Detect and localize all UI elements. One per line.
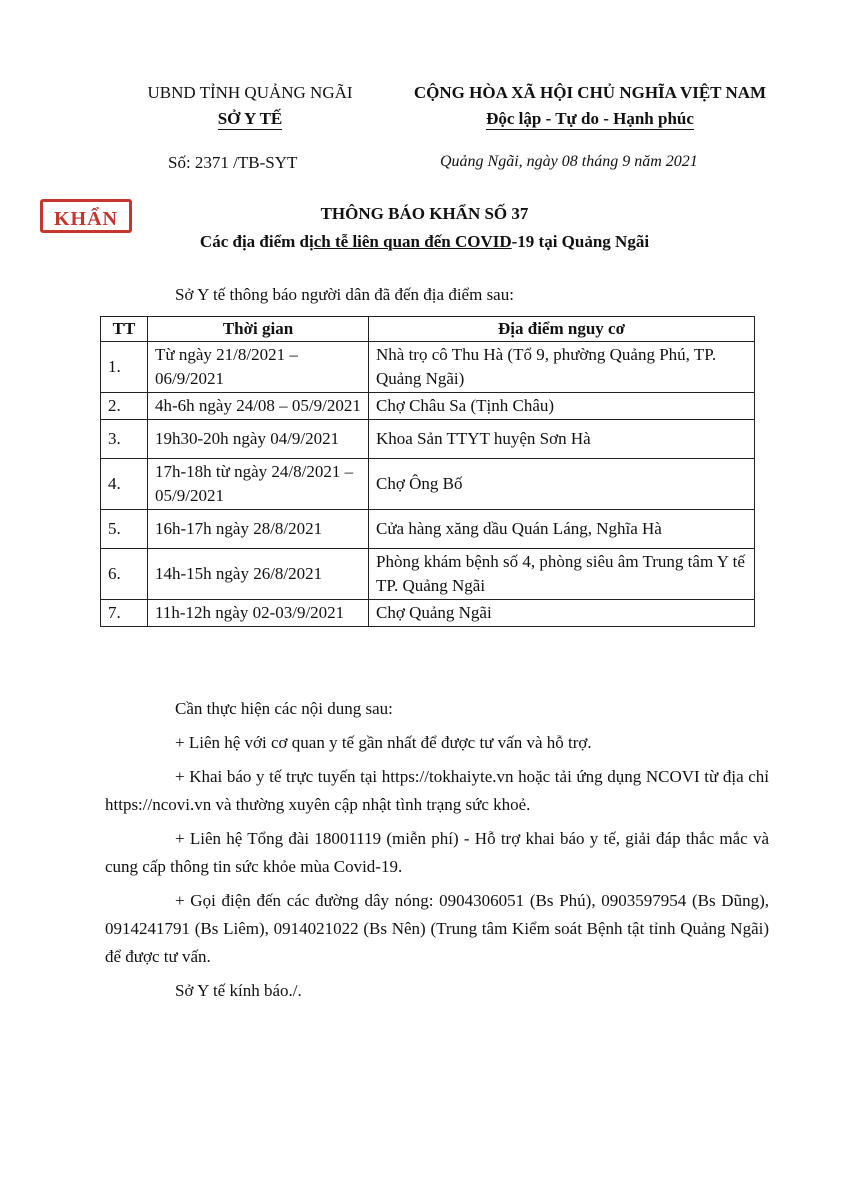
- action-item-3: + Liên hệ Tổng đài 18001119 (miễn phí) - Hỗ trợ khai báo y tế, giải đáp thắc mắc và cung cấp thông tin sức khỏe mùa Covid-19.: [105, 829, 769, 876]
- row-time: 11h-12h ngày 02-03/9/2021: [148, 600, 369, 627]
- row-time: 16h-17h ngày 28/8/2021: [148, 510, 369, 549]
- table-row: [101, 420, 755, 459]
- row-number: 5.: [101, 510, 148, 549]
- table-row: [101, 459, 755, 510]
- table-row: [101, 549, 755, 600]
- national-header: [385, 80, 795, 132]
- row-number: 6.: [101, 549, 148, 600]
- row-place: Chợ Quảng Ngãi: [369, 600, 755, 627]
- org-parent: UBND TỈNH QUẢNG NGÃI: [147, 83, 353, 102]
- subtitle-part-2: ch tễ liên quan đến COVID: [313, 232, 512, 251]
- intro-text: Sở Y tế thông báo người dân đã đến địa điểm sau:: [175, 285, 514, 304]
- document-number: Số: 2371 /TB-SYT: [168, 153, 298, 172]
- row-place: Khoa Sản TTYT huyện Sơn Hà: [369, 420, 755, 459]
- place-date: Quảng Ngãi, ngày 08 tháng 9 năm 2021: [440, 153, 698, 170]
- row-place: Nhà trọ cô Thu Hà (Tổ 9, phường Quảng Phú, TP. Quảng Ngãi): [369, 342, 755, 393]
- actions-section: [105, 695, 769, 1005]
- row-time: Từ ngày 21/8/2021 – 06/9/2021: [148, 342, 369, 393]
- country-name: CỘNG HÒA XÃ HỘI CHỦ NGHĨA VIỆT NAM: [413, 83, 767, 102]
- header-tt: TT: [101, 317, 148, 342]
- table-row: [101, 600, 755, 627]
- row-time: 14h-15h ngày 26/8/2021: [148, 549, 369, 600]
- row-number: 3.: [101, 420, 148, 459]
- issuing-authority: [120, 80, 380, 132]
- closing-line: Sở Y tế kính báo./.: [175, 981, 302, 1000]
- row-number: 2.: [101, 393, 148, 420]
- row-time: 17h-18h từ ngày 24/8/2021 – 05/9/2021: [148, 459, 369, 510]
- subtitle-part-3: -19 tại Quảng Ngãi: [511, 232, 650, 251]
- urgent-stamp: KHẨN: [40, 199, 132, 233]
- header-place: Địa điểm nguy cơ: [369, 317, 755, 342]
- subtitle-part-1: Các địa điểm dị: [199, 232, 314, 251]
- row-place: Chợ Châu Sa (Tịnh Châu): [369, 393, 755, 420]
- row-time: 4h-6h ngày 24/08 – 05/9/2021: [148, 393, 369, 420]
- actions-lead: Cần thực hiện các nội dung sau:: [175, 699, 393, 718]
- action-item-1: + Liên hệ với cơ quan y tế gần nhất để được tư vấn và hỗ trợ.: [175, 733, 592, 752]
- notice-subtitle: [0, 232, 849, 252]
- row-time: 19h30-20h ngày 04/9/2021: [148, 420, 369, 459]
- action-item-2: + Khai báo y tế trực tuyến tại https://tokhaiyte.vn hoặc tải ứng dụng NCOVI từ địa chỉ https://ncovi.vn và thường xuyên cập nhật tình trạng sức khoẻ.: [105, 767, 769, 814]
- row-place: Phòng khám bệnh số 4, phòng siêu âm Trung tâm Y tế TP. Quảng Ngãi: [369, 549, 755, 600]
- table-row: [101, 342, 755, 393]
- row-number: 7.: [101, 600, 148, 627]
- row-place: Cửa hàng xăng dầu Quán Láng, Nghĩa Hà: [369, 510, 755, 549]
- notice-title: THÔNG BÁO KHẨN SỐ 37: [320, 204, 529, 223]
- table-row: [101, 393, 755, 420]
- row-number: 1.: [101, 342, 148, 393]
- table-row: [101, 510, 755, 549]
- risk-locations-table: [100, 316, 755, 627]
- action-item-4: + Gọi điện đến các đường dây nóng: 0904306051 (Bs Phú), 0903597954 (Bs Dũng), 0914241791 (Bs Liêm), 0914021022 (Bs Nên) (Trung tâm Kiểm soát Bệnh tật tỉnh Quảng Ngãi) để được tư vấn.: [105, 891, 769, 966]
- national-motto: Độc lập - Tự do - Hạnh phúc: [486, 109, 694, 128]
- table-header-row: [101, 317, 755, 342]
- row-place: Chợ Ông Bố: [369, 459, 755, 510]
- org-name: SỞ Y TẾ: [217, 109, 283, 128]
- row-number: 4.: [101, 459, 148, 510]
- header-time: Thời gian: [148, 317, 369, 342]
